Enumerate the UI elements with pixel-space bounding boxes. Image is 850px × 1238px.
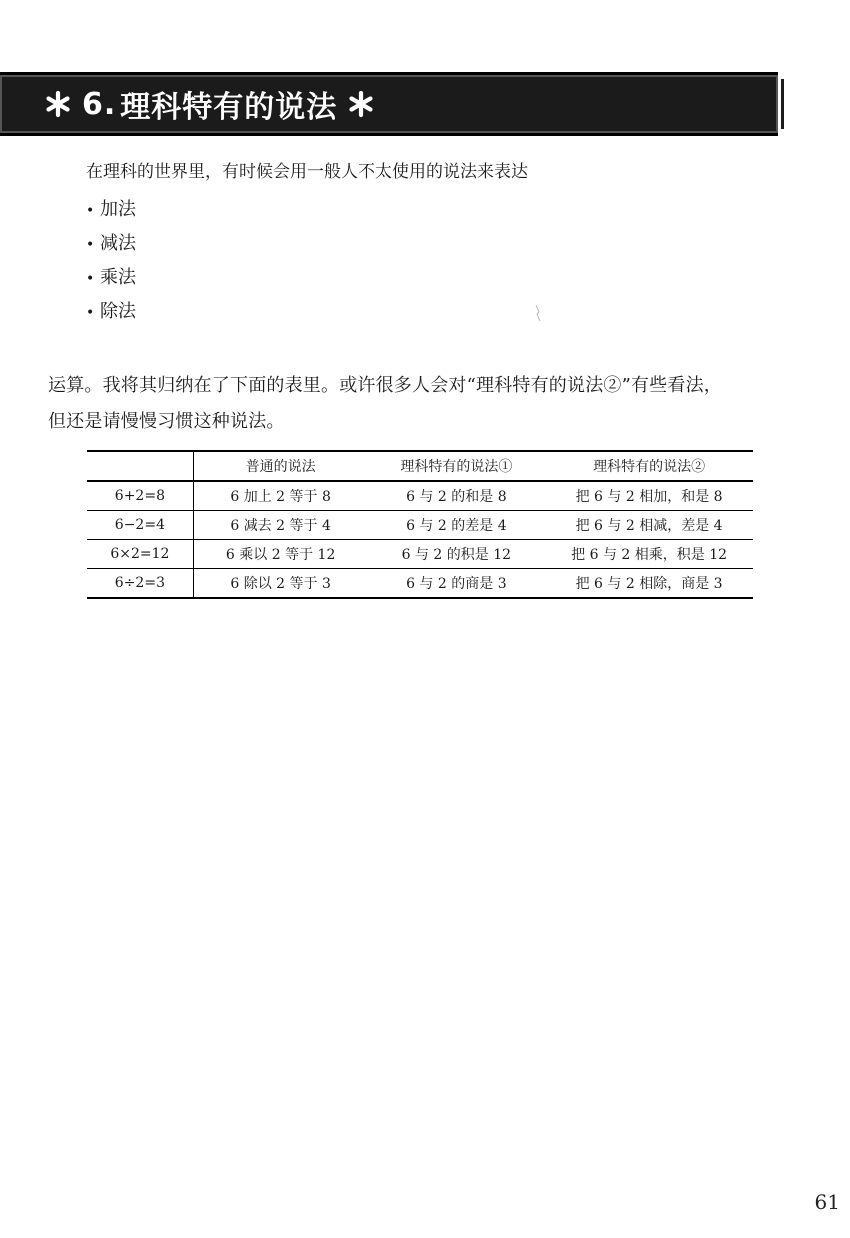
section-number: 6. [82,86,117,122]
section-title-text: 理科特有的说法 [120,90,338,125]
table-header-cell [87,451,193,481]
table-cell: 6 与 2 的商是 3 [368,569,546,599]
bullet-mark: • [86,237,95,253]
table-cell: 6+2=8 [87,481,193,511]
page-number: 61 [814,1190,840,1214]
asterisk-star-icon [347,90,375,118]
bullet-mark: • [86,203,95,219]
table-cell: 把 6 与 2 相加，和是 8 [575,489,723,505]
expression-table [87,450,753,599]
table-row [87,481,753,511]
list-item [86,265,136,299]
operation-label: 加法 [100,199,136,220]
paragraph-line: 但还是请慢慢习惯这种说法。 [48,411,285,432]
asterisk-star-icon [44,90,72,118]
section-title [44,83,375,125]
table-row [87,511,753,540]
table-header-cell: 普通的说法 [193,451,367,481]
table-cell: 把 6 与 2 相乘，积是 12 [545,540,753,569]
bullet-mark: • [86,305,95,321]
operations-list [86,197,136,333]
table-cell: 6 乘以 2 等于 12 [193,540,367,569]
section-header-bar [0,72,778,136]
body-paragraph [48,368,788,440]
list-item [86,231,136,265]
table-row [87,540,753,569]
table-cell: 6 与 2 的积是 12 [368,540,546,569]
table-row [87,569,753,599]
list-item [86,197,136,231]
list-item [86,299,136,333]
bullet-mark: • [86,271,95,287]
table-cell: 6 与 2 的差是 4 [368,511,546,540]
table-cell: 6 减去 2 等于 4 [193,511,367,540]
intro-text: 在理科的世界里，有时候会用一般人不太使用的说法来表达 [86,162,528,182]
table-header-cell: 理科特有的说法② [545,451,753,481]
table-header-row [87,451,753,481]
operation-label: 减法 [100,233,136,254]
table-cell: 6 除以 2 等于 3 [193,569,367,599]
table-cell: 6 加上 2 等于 8 [230,489,331,505]
paragraph-line: 运算。我将其归纳在了下面的表里。或许很多人会对“理科特有的说法②”有些看法， [48,375,723,396]
table-header-cell: 理科特有的说法① [368,451,546,481]
table-cell: 6−2=4 [87,511,193,540]
table-cell: 把 6 与 2 相减，差是 4 [545,511,753,540]
scan-speck [533,304,543,322]
operation-label: 除法 [100,301,136,322]
operation-label: 乘法 [100,267,136,288]
table-cell: 6÷2=3 [87,569,193,599]
table-cell: 6 与 2 的和是 8 [406,489,507,505]
table-cell: 6×2=12 [87,540,193,569]
table-cell: 把 6 与 2 相除，商是 3 [545,569,753,599]
